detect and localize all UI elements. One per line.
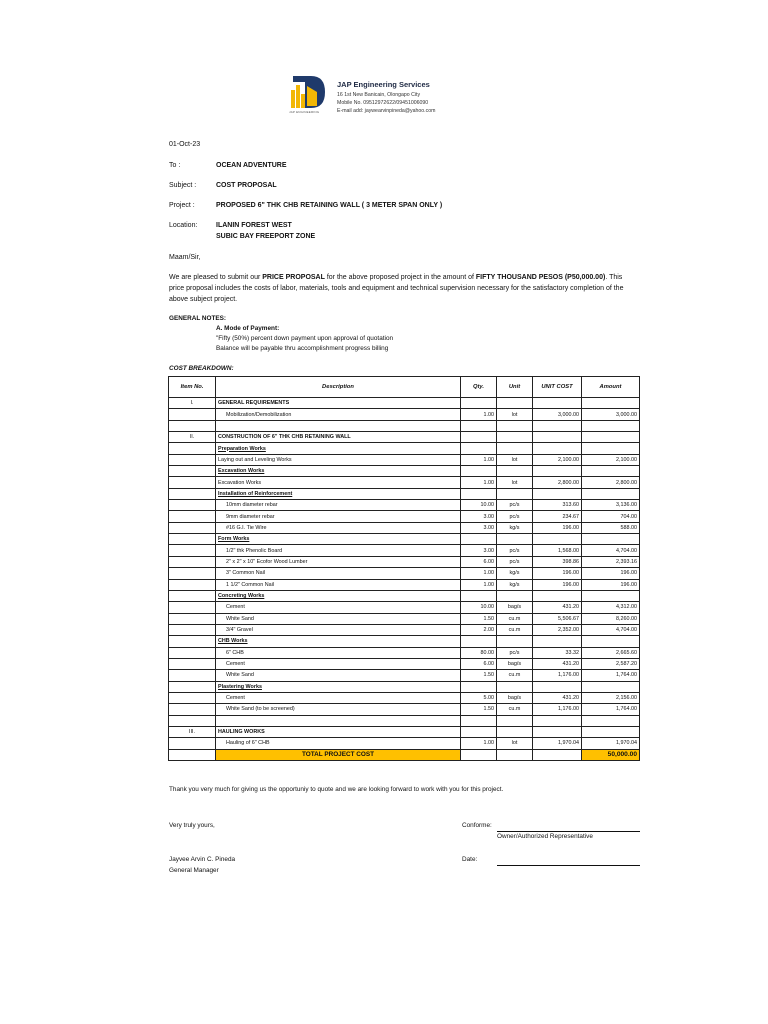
cell-qty: 10.00	[461, 500, 497, 511]
cell-amt: 1,764.00	[582, 670, 640, 681]
cell-unit: pc/s	[497, 500, 533, 511]
company-mobile: Mobile No. 09512972622/09451006090	[337, 100, 429, 106]
cell-item	[169, 715, 216, 726]
cell-item: II.	[169, 432, 216, 443]
cell-uc	[533, 488, 582, 499]
cell-desc: Laying out and Leveling Works	[216, 454, 461, 465]
table-row	[169, 568, 640, 579]
cell-desc	[216, 420, 461, 431]
cell-amt: 4,704.00	[582, 624, 640, 635]
table-row	[169, 398, 640, 409]
cell-qty: 6.00	[461, 658, 497, 669]
cell-amt	[582, 636, 640, 647]
company-email: E-mail add: jaywearvinpineda@yahoo.com	[337, 108, 436, 114]
cell-qty	[461, 726, 497, 737]
cell-item	[169, 534, 216, 545]
cell-unit: bag/s	[497, 692, 533, 703]
cell-amt	[582, 590, 640, 601]
cell-qty: 1.50	[461, 613, 497, 624]
date-line	[497, 865, 640, 866]
cell-uc	[533, 420, 582, 431]
very-truly-yours: Very truly yours,	[169, 822, 215, 829]
cell-desc	[216, 715, 461, 726]
cell-uc: 2,800.00	[533, 477, 582, 488]
col-amount: Amount	[582, 377, 640, 398]
cell-qty	[461, 590, 497, 601]
cell-uc: 431.20	[533, 602, 582, 613]
table-row	[169, 715, 640, 726]
cell-qty: 1.00	[461, 579, 497, 590]
table-row	[169, 522, 640, 533]
cell-amt: 3,136.00	[582, 500, 640, 511]
cell-desc: 3/4" Gravel	[216, 624, 461, 635]
cell-unit: cu.m	[497, 670, 533, 681]
table-row	[169, 726, 640, 737]
cell-unit: kg/s	[497, 579, 533, 590]
cell-unit	[497, 488, 533, 499]
cell-amt: 2,393.16	[582, 556, 640, 567]
owner-label: Owner/Authorized Representative	[497, 833, 593, 840]
cell-uc: 398.86	[533, 556, 582, 567]
cell-desc: 6" CHB	[216, 647, 461, 658]
cell-amt: 196.00	[582, 579, 640, 590]
cell-item	[169, 636, 216, 647]
cell-desc: Preparation Works	[216, 443, 461, 454]
cell-amt: 4,704.00	[582, 545, 640, 556]
cell-unit	[497, 534, 533, 545]
cell-item	[169, 488, 216, 499]
cell-unit: kg/s	[497, 568, 533, 579]
cell-qty: 5.00	[461, 692, 497, 703]
cell-unit: kg/s	[497, 522, 533, 533]
cell-uc: 1,176.00	[533, 670, 582, 681]
table-header-row	[169, 377, 640, 398]
table-row	[169, 738, 640, 749]
table-row	[169, 602, 640, 613]
cell-qty: 3.00	[461, 545, 497, 556]
table-row	[169, 454, 640, 465]
cell-qty	[461, 681, 497, 692]
col-qty: Qty.	[461, 377, 497, 398]
cell-amt: 2,156.00	[582, 692, 640, 703]
cell-unit: lot	[497, 454, 533, 465]
cell-amt	[582, 488, 640, 499]
cell-item: I.	[169, 398, 216, 409]
cell-unit: pc/s	[497, 556, 533, 567]
cell-unit	[497, 715, 533, 726]
cell-item	[169, 522, 216, 533]
cell-amt: 4,312.00	[582, 602, 640, 613]
cell-desc: 9mm diameter rebar	[216, 511, 461, 522]
cell-amt: 588.00	[582, 522, 640, 533]
cell-amt: 3,000.00	[582, 409, 640, 420]
cell-item	[169, 556, 216, 567]
cell-qty: 1.00	[461, 454, 497, 465]
cell-uc	[533, 466, 582, 477]
cell-uc: 313.60	[533, 500, 582, 511]
cell-item	[169, 670, 216, 681]
cell-item	[169, 454, 216, 465]
cell-desc: CONSTRUCTION OF 6" THK CHB RETAINING WALL	[216, 432, 461, 443]
cell-item	[169, 602, 216, 613]
table-row	[169, 613, 640, 624]
cell-amt	[582, 432, 640, 443]
col-item-no: Item No.	[169, 377, 216, 398]
cell-unit	[497, 398, 533, 409]
cell-unit	[497, 443, 533, 454]
table-row	[169, 409, 640, 420]
cell-unit	[497, 432, 533, 443]
cell-uc: 431.20	[533, 692, 582, 703]
date-label: Date:	[462, 856, 478, 863]
cell-qty: 1.00	[461, 568, 497, 579]
cell-qty: 1.00	[461, 477, 497, 488]
cell-uc: 3,000.00	[533, 409, 582, 420]
total-label: TOTAL PROJECT COST	[216, 749, 461, 760]
cost-breakdown-table	[168, 376, 640, 761]
cell-amt	[582, 466, 640, 477]
cell-qty	[461, 432, 497, 443]
cell-item	[169, 692, 216, 703]
price-proposal-text: PRICE PROPOSAL	[262, 274, 325, 281]
cell-item	[169, 466, 216, 477]
cell-qty	[461, 636, 497, 647]
table-row	[169, 579, 640, 590]
cell-desc: CHB Works	[216, 636, 461, 647]
table-row	[169, 681, 640, 692]
cell-desc: 1/2" thk Phenolic Board	[216, 545, 461, 556]
cell-qty	[461, 715, 497, 726]
cell-uc	[533, 636, 582, 647]
cell-uc: 196.00	[533, 579, 582, 590]
cell-desc: White Sand	[216, 613, 461, 624]
cell-desc: 1 1/2" Common Nail	[216, 579, 461, 590]
cell-uc: 1,568.00	[533, 545, 582, 556]
cell-uc	[533, 681, 582, 692]
table-row	[169, 477, 640, 488]
cell-item	[169, 443, 216, 454]
cell-amt: 1,764.00	[582, 704, 640, 715]
cell-item	[169, 738, 216, 749]
cell-qty: 2.00	[461, 624, 497, 635]
cell-desc: Excavation Works	[216, 466, 461, 477]
cell-uc	[533, 590, 582, 601]
location-line2: SUBIC BAY FREEPORT ZONE	[216, 233, 316, 240]
closing-text: Thank you very much for giving us the opportuniy to quote and we are looking forward to work with you for this project.	[169, 786, 504, 793]
col-unit-cost: UNIT COST	[533, 377, 582, 398]
cell-item	[169, 658, 216, 669]
table-row	[169, 556, 640, 567]
cell-item	[169, 647, 216, 658]
table-row	[169, 420, 640, 431]
cell-item	[169, 704, 216, 715]
notes-heading: GENERAL NOTES:	[169, 315, 227, 322]
company-name: JAP Engineering Services	[337, 80, 430, 89]
payment-line-2: Balance will be payable thru accomplishment progress billing	[216, 345, 389, 352]
payment-line-1: "Fifty (50%) percent down payment upon approval of quotation	[216, 335, 394, 342]
cell-item: III.	[169, 726, 216, 737]
cell-item	[169, 568, 216, 579]
cell-item	[169, 477, 216, 488]
conforme-label: Conforme:	[462, 822, 492, 829]
cell-uc: 1,970.04	[533, 738, 582, 749]
cell-uc	[533, 398, 582, 409]
cell-uc	[533, 726, 582, 737]
cell-amt	[582, 726, 640, 737]
cost-breakdown-title: COST BREAKDOWN:	[169, 365, 234, 372]
total-amount: 50,000.00	[582, 749, 640, 760]
cell-desc: Concreting Works	[216, 590, 461, 601]
cell-desc: HAULING WORKS	[216, 726, 461, 737]
cell-item	[169, 500, 216, 511]
table-row	[169, 443, 640, 454]
total-row	[169, 749, 640, 760]
cell-item	[169, 409, 216, 420]
table-row	[169, 647, 640, 658]
location-line1: ILANIN FOREST WEST	[216, 222, 292, 229]
cell-desc: #16 G.I. Tie Wire	[216, 522, 461, 533]
cell-qty: 10.00	[461, 602, 497, 613]
cell-desc: White Sand	[216, 670, 461, 681]
cell-qty: 3.00	[461, 511, 497, 522]
cell-unit: lot	[497, 409, 533, 420]
cell-item	[169, 590, 216, 601]
cell-unit: cu.m	[497, 613, 533, 624]
cell-unit: bag/s	[497, 602, 533, 613]
cell-desc: White Sand (to be screened)	[216, 704, 461, 715]
table-row	[169, 466, 640, 477]
cell-qty: 1.00	[461, 738, 497, 749]
letterhead	[285, 72, 505, 118]
intro-paragraph: We are pleased to submit our PRICE PROPOSAL for the above proposed project in the amount of FIFTY THOUSAND PESOS (P50,000.00). This price proposal includes the costs of labor, materials, tools and equipment and technical supervision necessary for the satisfactory completion of the above subject project.	[169, 274, 624, 303]
to-label: To :	[169, 162, 181, 169]
cell-desc: Mobilization/Demobilization	[216, 409, 461, 420]
cell-unit	[497, 590, 533, 601]
cell-qty	[461, 466, 497, 477]
table-row	[169, 636, 640, 647]
cell-uc: 2,352.00	[533, 624, 582, 635]
to-value: OCEAN ADVENTURE	[216, 162, 287, 169]
col-description: Description	[216, 377, 461, 398]
cell-item	[169, 420, 216, 431]
table-row	[169, 704, 640, 715]
cell-unit	[497, 681, 533, 692]
cell-amt: 704.00	[582, 511, 640, 522]
subject-value: COST PROPOSAL	[216, 182, 277, 189]
cell-qty	[461, 420, 497, 431]
amount-in-words: FIFTY THOUSAND PESOS (P50,000.00)	[475, 274, 606, 281]
company-address: 16 1st New Banicain, Olongapo City	[337, 92, 421, 98]
cell-qty	[461, 443, 497, 454]
cell-unit: lot	[497, 477, 533, 488]
cell-uc: 196.00	[533, 522, 582, 533]
cell-desc: Cement	[216, 658, 461, 669]
cell-amt: 196.00	[582, 568, 640, 579]
letter-date: 01-Oct-23	[169, 141, 201, 148]
cell-unit	[497, 636, 533, 647]
cell-qty: 1.50	[461, 670, 497, 681]
cell-amt: 2,665.60	[582, 647, 640, 658]
cell-amt	[582, 420, 640, 431]
cell-unit: pc/s	[497, 545, 533, 556]
table-row	[169, 658, 640, 669]
salutation: Maam/Sir,	[169, 254, 201, 261]
cell-desc: Form Works	[216, 534, 461, 545]
cell-desc: Plastering Works	[216, 681, 461, 692]
cell-qty: 3.00	[461, 522, 497, 533]
cell-item	[169, 681, 216, 692]
cell-unit: cu.m	[497, 624, 533, 635]
payment-title: A. Mode of Payment:	[216, 325, 280, 332]
cell-unit	[497, 726, 533, 737]
table-row	[169, 670, 640, 681]
col-unit: Unit	[497, 377, 533, 398]
cell-unit: lot	[497, 738, 533, 749]
cell-amt: 2,100.00	[582, 454, 640, 465]
cell-uc	[533, 715, 582, 726]
cell-desc: 2" x 2" x 10" Ecofor Wood Lumber	[216, 556, 461, 567]
table-row	[169, 545, 640, 556]
cell-uc: 1,176.00	[533, 704, 582, 715]
cell-uc: 5,506.67	[533, 613, 582, 624]
cell-amt: 2,800.00	[582, 477, 640, 488]
cell-amt	[582, 681, 640, 692]
table-row	[169, 432, 640, 443]
cell-unit: pc/s	[497, 511, 533, 522]
cell-item	[169, 511, 216, 522]
cell-amt	[582, 398, 640, 409]
cell-amt: 2,587.20	[582, 658, 640, 669]
project-value: PROPOSED 6" THK CHB RETAINING WALL ( 3 METER SPAN ONLY )	[216, 202, 443, 209]
cell-desc: 10mm diameter rebar	[216, 500, 461, 511]
general-notes	[169, 314, 393, 354]
cell-qty: 80.00	[461, 647, 497, 658]
cell-unit: bag/s	[497, 658, 533, 669]
cell-uc: 234.67	[533, 511, 582, 522]
table-row	[169, 624, 640, 635]
cell-desc: Installation of Reinforcement	[216, 488, 461, 499]
subject-label: Subject :	[169, 182, 197, 189]
cell-desc: Cement	[216, 602, 461, 613]
cell-desc: Excavation Works	[216, 477, 461, 488]
cell-qty	[461, 488, 497, 499]
cell-qty: 1.50	[461, 704, 497, 715]
table-row	[169, 692, 640, 703]
cell-item	[169, 579, 216, 590]
cell-unit: pc/s	[497, 647, 533, 658]
cell-item	[169, 624, 216, 635]
cell-desc: Cement	[216, 692, 461, 703]
cell-desc: GENERAL REQUIREMENTS	[216, 398, 461, 409]
cell-item	[169, 613, 216, 624]
signatory-name: Jayvee Arvin C. Pineda	[169, 856, 236, 863]
signatory-title: General Manager	[169, 867, 219, 874]
cell-uc	[533, 534, 582, 545]
cell-amt: 8,260.00	[582, 613, 640, 624]
cell-amt: 1,970.04	[582, 738, 640, 749]
cell-uc: 196.00	[533, 568, 582, 579]
cell-amt	[582, 715, 640, 726]
cell-unit	[497, 420, 533, 431]
cell-qty: 6.00	[461, 556, 497, 567]
cell-item	[169, 545, 216, 556]
table-row	[169, 511, 640, 522]
cell-amt	[582, 443, 640, 454]
cell-desc: 3" Common Nail	[216, 568, 461, 579]
table-row	[169, 590, 640, 601]
cell-qty	[461, 534, 497, 545]
table-row	[169, 488, 640, 499]
cell-uc: 2,100.00	[533, 454, 582, 465]
cell-desc: Hauling of 6" CHB	[216, 738, 461, 749]
cell-uc: 33.32	[533, 647, 582, 658]
table-row	[169, 500, 640, 511]
cell-unit	[497, 466, 533, 477]
location-label: Location:	[169, 222, 198, 229]
cell-uc: 431.20	[533, 658, 582, 669]
table-row	[169, 534, 640, 545]
logo-caption: JAP ENGINEERING	[289, 110, 320, 114]
cell-qty: 1.00	[461, 409, 497, 420]
project-label: Project :	[169, 202, 195, 209]
cell-uc	[533, 443, 582, 454]
cell-amt	[582, 534, 640, 545]
cell-qty	[461, 398, 497, 409]
cell-unit: cu.m	[497, 704, 533, 715]
cell-uc	[533, 432, 582, 443]
